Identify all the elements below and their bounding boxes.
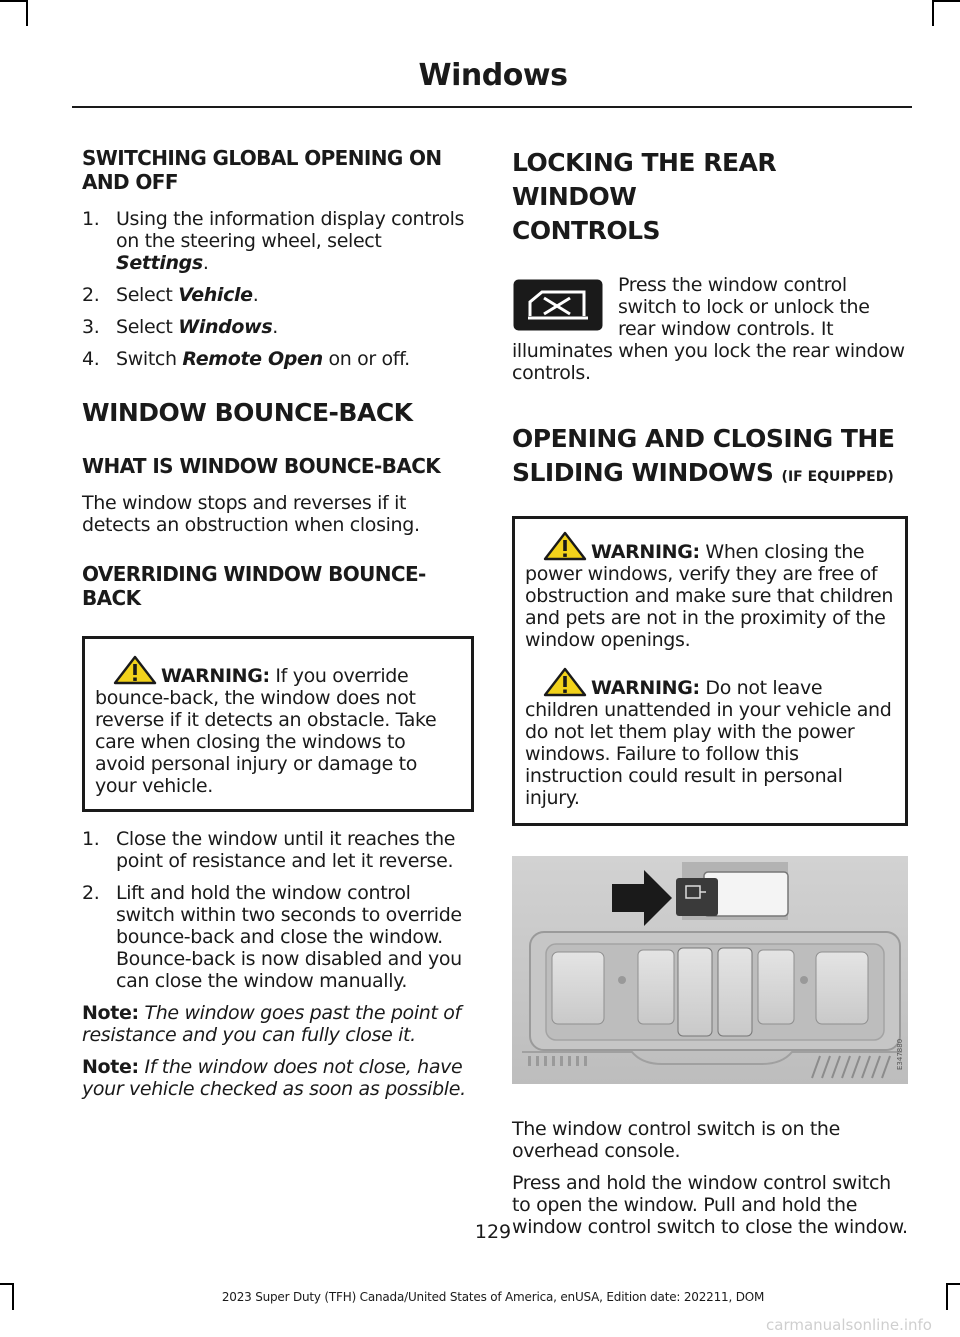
- crop-mark: [0, 0, 26, 2]
- page-title: Windows: [418, 58, 568, 93]
- step-text: .: [202, 252, 209, 274]
- header-rule: [72, 106, 912, 108]
- step-number: 3.: [82, 316, 100, 338]
- note-label: Note:: [82, 1056, 139, 1078]
- crop-mark: [946, 1283, 960, 1285]
- bounce-back-heading: WINDOW BOUNCE-BACK: [82, 398, 413, 427]
- page-number: 129: [474, 1221, 512, 1243]
- note-text: The window goes past the point of resistance and you can fully close it.: [82, 1002, 461, 1046]
- override-steps: [82, 828, 474, 992]
- left-column: [82, 146, 474, 1100]
- warning-triangle-icon: [543, 531, 587, 561]
- step-number: 1.: [82, 208, 100, 230]
- locking-heading-line-2: CONTROLS: [512, 216, 661, 245]
- image-code: E347880: [896, 1038, 904, 1070]
- watermark-bar: [0, 1310, 960, 1337]
- warning-label: WARNING:: [591, 677, 700, 699]
- list-item: [82, 316, 474, 338]
- locking-heading-line-1: LOCKING THE REAR WINDOW: [512, 148, 777, 211]
- crop-mark: [932, 0, 934, 26]
- list-item: [82, 208, 474, 274]
- right-column: [512, 146, 908, 1238]
- step-text: Using the information display controls on the steering wheel, select: [116, 208, 465, 252]
- step-text: Select: [116, 316, 179, 338]
- step-text: Close the window until it reaches the point of resistance and let it reverse.: [116, 828, 456, 872]
- step-text: Select: [116, 284, 179, 306]
- step-number: 2.: [82, 284, 100, 306]
- lock-section: [512, 274, 908, 384]
- window-lock-icon: [512, 278, 604, 332]
- step-keyword: Vehicle: [178, 284, 253, 306]
- warning-box: [82, 636, 474, 812]
- step-keyword: Remote Open: [182, 348, 323, 370]
- warning-box: [512, 516, 908, 826]
- warning-text: When closing the power windows, verify they are free of obstruction and make sure that children and pets are not in the proximity of the window openings.: [525, 541, 894, 651]
- step-text: .: [252, 284, 259, 306]
- warning-text: If you override bounce-back, the window does not reverse if it detects an obstacle. Take care when closing the windows to avoid personal injury or damage to your vehicle.: [95, 665, 437, 797]
- crop-mark: [26, 0, 28, 26]
- edition-line: 2023 Super Duty (TFH) Canada/United States of America, enUSA, Edition date: 202211, DOM: [221, 1290, 765, 1304]
- warning-paragraph: [525, 667, 895, 809]
- note-text: If the window does not close, have your vehicle checked as soon as possible.: [82, 1056, 466, 1100]
- sliding-heading-line-1: OPENING AND CLOSING THE: [512, 424, 895, 453]
- watermark-text: carmanualsonline.info: [766, 1316, 932, 1334]
- warning-text: Do not leave children unattended in your vehicle and do not let them play with the power windows. Failure to follow this instruction could result in personal injury.: [525, 677, 892, 809]
- step-keyword: Settings: [116, 252, 203, 274]
- overhead-console-illustration: [512, 856, 908, 1084]
- crop-mark: [934, 0, 960, 2]
- warning-triangle-icon: [113, 655, 157, 685]
- if-equipped-tag: (IF EQUIPPED): [781, 469, 894, 485]
- warning-label: WARNING:: [161, 665, 270, 687]
- lock-text: Press the window control switch to lock or unlock the rear window controls. It illuminates when you lock the rear window controls.: [512, 274, 905, 384]
- warning-label: WARNING:: [591, 541, 700, 563]
- step-keyword: Windows: [178, 316, 273, 338]
- console-operation-text: Press and hold the window control switch to open the window. Pull and hold the window control switch to close the window.: [512, 1172, 908, 1238]
- warning-triangle-icon: [543, 667, 587, 697]
- list-item: [82, 348, 474, 370]
- step-number: 1.: [82, 828, 100, 850]
- step-number: 4.: [82, 348, 100, 370]
- console-location-text: The window control switch is on the overhead console.: [512, 1118, 840, 1162]
- global-opening-heading: SWITCHING GLOBAL OPENING ON AND OFF: [82, 146, 442, 194]
- sliding-heading-line-2: [512, 456, 908, 494]
- crop-mark: [0, 1283, 12, 1285]
- list-item: [82, 882, 474, 992]
- what-is-bounce-back-heading: WHAT IS WINDOW BOUNCE-BACK: [82, 454, 441, 478]
- what-is-bounce-back-text: The window stops and reverses if it detects an obstruction when closing.: [82, 492, 420, 536]
- list-item: [82, 284, 474, 306]
- note: [82, 1056, 474, 1100]
- note: [82, 1002, 474, 1046]
- warning-paragraph: [525, 531, 895, 651]
- warning-paragraph: [95, 655, 461, 797]
- overriding-bounce-back-heading: OVERRIDING WINDOW BOUNCE-BACK: [82, 562, 426, 610]
- sliding-heading-text: SLIDING WINDOWS: [512, 458, 774, 487]
- step-number: 2.: [82, 882, 100, 904]
- list-item: [82, 828, 474, 872]
- global-opening-steps: [82, 208, 474, 370]
- step-text: Switch: [116, 348, 183, 370]
- step-text: Lift and hold the window control switch within two seconds to override bounce-back and close the window. Bounce-back is now disabled and you can close the window manually.: [116, 882, 462, 992]
- step-text: .: [272, 316, 278, 338]
- note-label: Note:: [82, 1002, 139, 1024]
- step-text: on or off.: [322, 348, 410, 370]
